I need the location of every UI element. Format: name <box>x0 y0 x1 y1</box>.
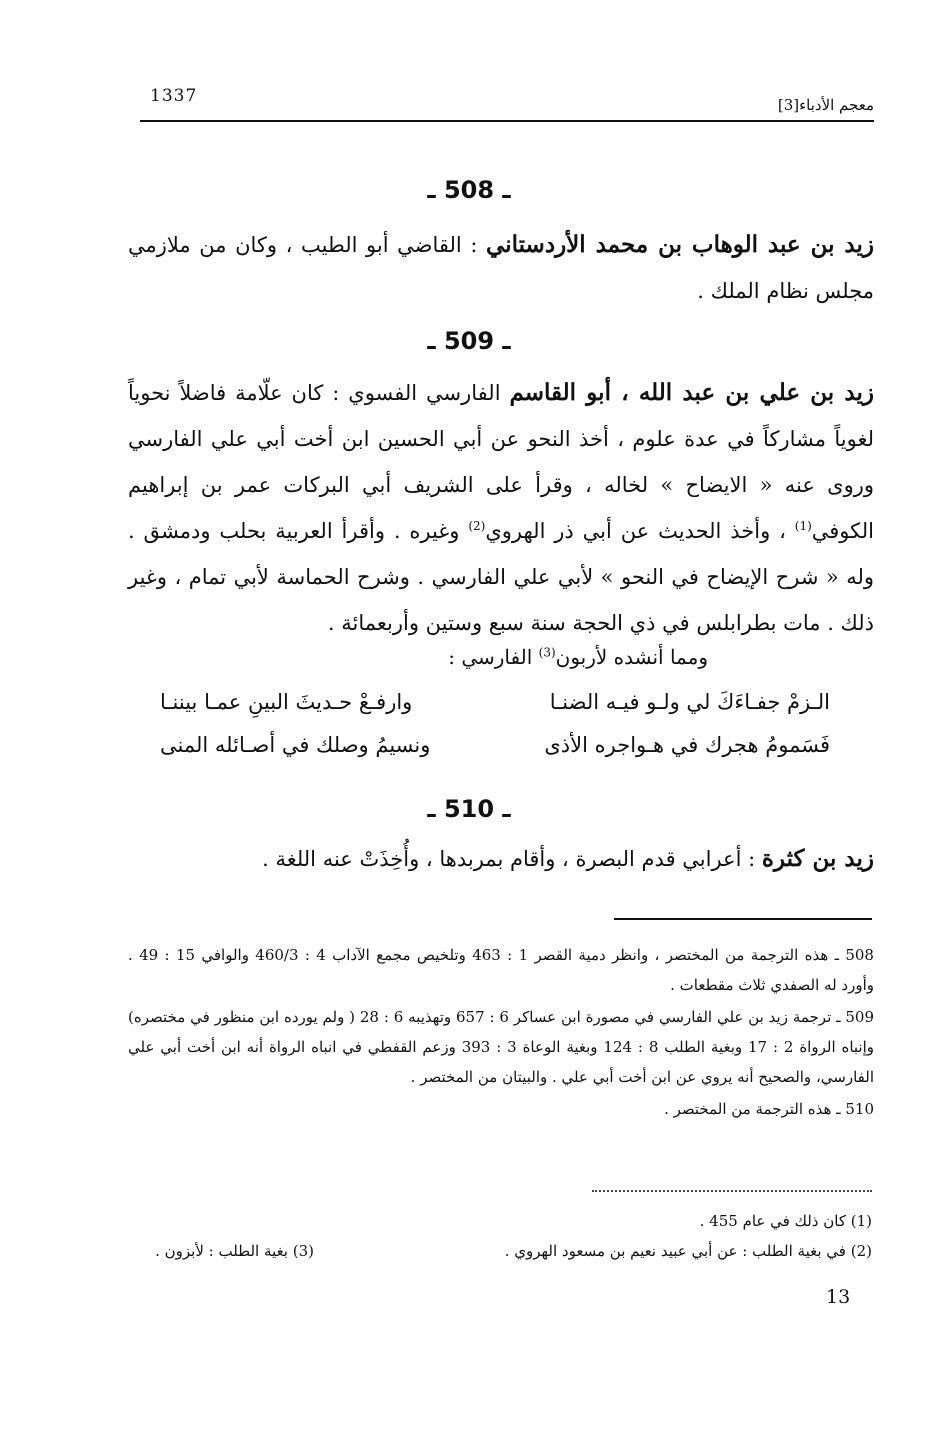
verse-2-second-hemistich: ونسيمُ وصلك في أصـائله المنى <box>160 733 431 757</box>
entry-509-text <box>128 370 874 646</box>
footnote-separator <box>592 1190 872 1192</box>
entry-510-text <box>128 836 874 882</box>
entry-509-body-a: الفارسي الفسوي : كان علّامة فاضلاً نحوياً لغوياً مشاركاً في عدة علوم ، أخذ النحو عن أبي الحسين ابن أخت أبي علي الفارسي وروى عنه « الايضاح » لخاله ، وقرأ على الشريف أبي البركات عمر بن إبراهيم الكوفي <box>128 381 874 543</box>
footnote-3: (3) بغية الطلب : لأبزون . <box>155 1242 314 1260</box>
book-title: معجم الأدباء[3] <box>777 96 874 114</box>
footnote-2: (2) في بغية الطلب : عن أبي عبيد نعيم بن مسعود الهروي . <box>504 1242 872 1260</box>
notes-rule <box>614 918 872 920</box>
note-510: 510 ـ هذه الترجمة من المختصر . <box>664 1100 874 1118</box>
page-number-bottom: 13 <box>826 1286 851 1308</box>
poem-intro-b: الفارسي : <box>448 645 539 669</box>
page-header <box>140 82 874 122</box>
note-509: 509 ـ ترجمة زيد بن علي الفارسي في مصورة ابن عساكر 6 : 657 وتهذيبه 6 : 28 ( ولم يورده ابن منظور في مختصره) وإنباه الرواة 2 : 17 وبغية الطلب 8 : 124 وبغية الوعاة 3 : 393 وزعم القفطي في انباه الرواة أنه ابن أخت أبي علي الفارسي، والصحيح أنه يروي عن ابن أخت أبي علي . والبيتان من المختصر . <box>128 1008 875 1086</box>
entry-509-name: زيد بن علي بن عبد الله ، أبو القاسم <box>509 379 875 406</box>
verse-2-first-hemistich: فَسَمومُ هجرك في هـواجره الأذى <box>544 733 830 757</box>
entry-number-510: ـ 510 ـ <box>427 795 511 823</box>
footnote-1: (1) كان ذلك في عام 455 . <box>699 1212 872 1230</box>
note-508: 508 ـ هذه الترجمة من المختصر ، وانظر دمية القصر 1 : 463 وتلخيص مجمع الآداب 4 : 460/3 والوافي 15 : 49 . وأورد له الصفدي ثلاث مقطعات . <box>128 946 874 994</box>
footnote-ref-3[interactable]: (3) <box>538 645 556 660</box>
verse-1-first-hemistich: الـزمْ جفـاءَكَ لي ولـو فيـه الضنـا <box>549 690 830 714</box>
poem-intro <box>448 645 708 669</box>
source-notes <box>128 940 874 1126</box>
header-rule <box>140 120 874 122</box>
entry-number-509: ـ 509 ـ <box>427 327 511 355</box>
entry-509-body-c: وغيره . وأقرأ العربية بحلب ودمشق . وله « شرح الإيضاح في النحو » لأبي علي الفارسي . وشرح الحماسة لأبي تمام ، وغير ذلك . مات بطرابلس في ذي الحجة سنة سبع وستين وأربعمائة . <box>128 519 874 635</box>
entry-508-text <box>128 222 874 314</box>
entry-number-508: ـ 508 ـ <box>427 176 511 204</box>
poem-intro-a: ومما أنشده لأربون <box>555 645 708 669</box>
entry-510-name: زيد بن كثرة <box>761 845 874 872</box>
verse-1 <box>160 690 830 730</box>
entry-508-body: : القاضي أبو الطيب ، وكان من ملازمي مجلس نظام الملك . <box>128 233 874 303</box>
footnote-ref-2[interactable]: (2) <box>468 519 486 533</box>
entry-508-name: زيد بن عبد الوهاب بن محمد الأردستاني <box>486 231 874 258</box>
page-number-top: 1337 <box>150 86 198 106</box>
entry-509-body-b: ، وأخذ الحديث عن أبي ذر الهروي <box>485 519 795 543</box>
entry-510-body: : أعرابي قدم البصرة ، وأقام بمربدها ، وأُخِذَتْ عنه اللغة . <box>262 847 762 871</box>
footnote-ref-1[interactable]: (1) <box>794 519 812 533</box>
verse-2 <box>160 733 830 773</box>
verse-1-second-hemistich: وارفـعْ حـديثَ البينِ عمـا بيننـا <box>160 690 413 714</box>
